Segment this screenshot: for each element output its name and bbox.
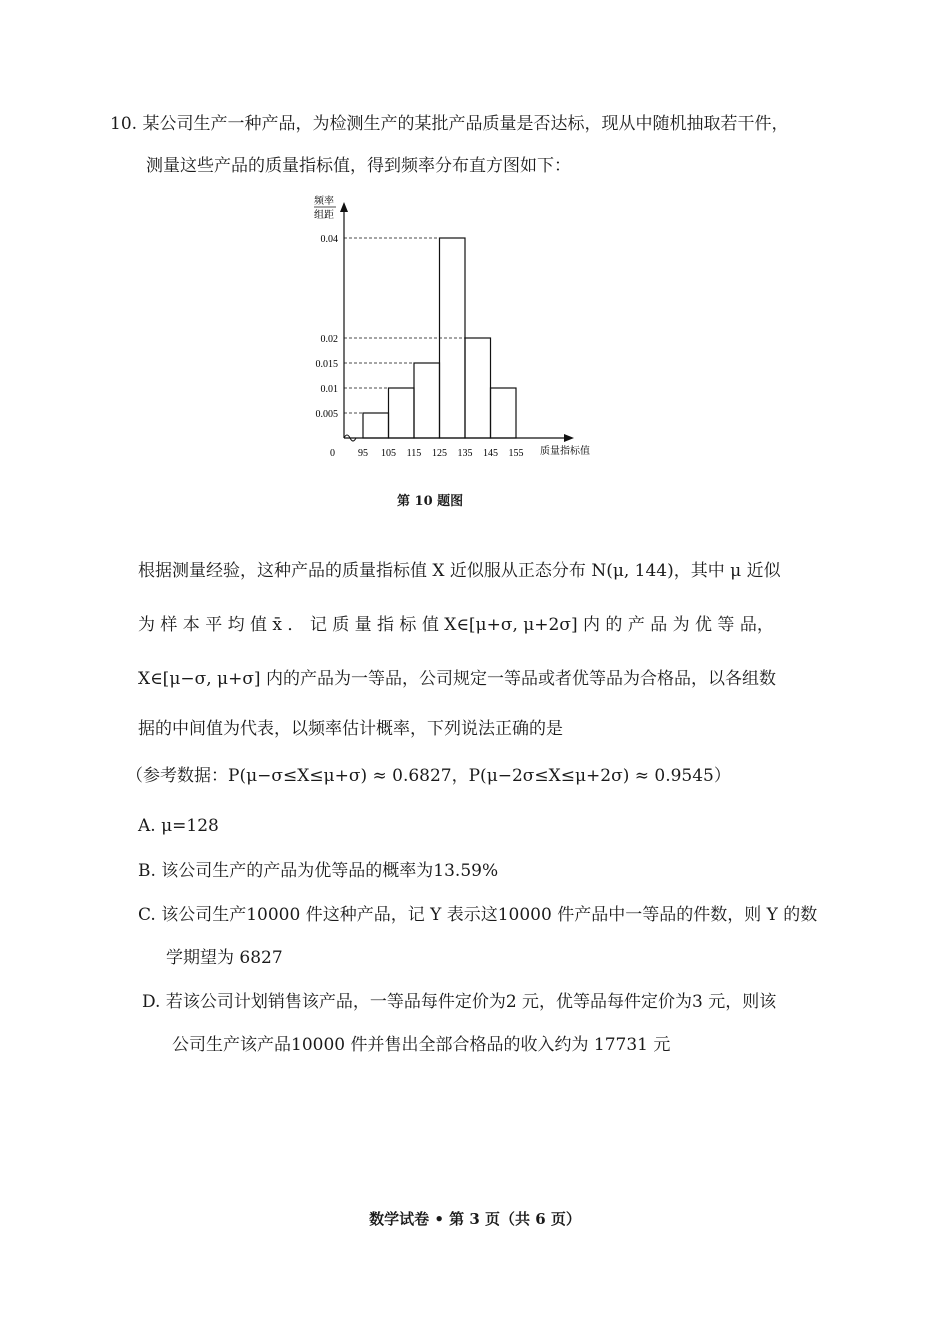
y-axis-label-bottom: 组距	[314, 210, 334, 221]
histogram-bar	[465, 338, 491, 438]
x-axis-label: 质量指标值	[540, 446, 590, 457]
question-intro-line1	[110, 116, 788, 133]
question-number: 10.	[110, 114, 138, 134]
x-tick-label: 95	[358, 448, 368, 459]
figure-caption: 第 10 题图	[397, 494, 464, 509]
x-tick-label: 145	[483, 448, 498, 459]
x-tick-label: 105	[381, 448, 396, 459]
histogram-bar	[491, 388, 517, 438]
y-tick-label: 0.005	[315, 409, 338, 420]
x-tick-label: 115	[406, 448, 422, 459]
y-tick-label: 0.02	[320, 334, 338, 345]
body-line3: X∈[μ−σ, μ+σ] 内的产品为一等品，公司规定一等品或者优等品为合格品，以各组数	[138, 669, 776, 689]
option-c-line2: 学期望为 6827	[166, 948, 283, 968]
x-tick-label: 135	[457, 448, 473, 459]
histogram-figure	[290, 190, 620, 475]
origin-label: 0	[330, 448, 335, 459]
question-intro-line2: 测量这些产品的质量指标值，得到频率分布直方图如下：	[146, 156, 571, 176]
body-line1: 根据测量经验，这种产品的质量指标值 X 近似服从正态分布 N(μ, 144)，其中 μ 近似	[138, 561, 781, 581]
histogram-bar	[389, 388, 415, 438]
option-a: A. μ=128	[138, 816, 219, 836]
body-line2: 为 样 本 平 均 值 x̄ ． 记 质 量 指 标 值 X∈[μ+σ, μ+2σ] 内 的 产 品 为 优 等 品，	[138, 615, 774, 635]
body-line4: 据的中间值为代表，以频率估计概率，下列说法正确的是	[138, 719, 563, 739]
y-tick-label: 0.01	[320, 384, 338, 395]
histogram-bar	[414, 363, 440, 438]
option-b: B. 该公司生产的产品为优等品的概率为13.59%	[138, 861, 499, 881]
option-c-line1: C. 该公司生产10000 件这种产品，记 Y 表示这10000 件产品中一等品的件数，则 Y 的数	[138, 905, 818, 925]
x-tick-label: 155	[508, 448, 524, 459]
option-d-line2: 公司生产该产品10000 件并售出全部合格品的收入约为 17731 元	[172, 1035, 671, 1055]
x-axis-arrow	[564, 434, 574, 442]
x-tick-label: 125	[432, 448, 447, 459]
page-footer: 数学试卷 • 第 3 页（共 6 页）	[369, 1210, 581, 1228]
question-intro-text: 某公司生产一种产品，为检测生产的某批产品质量是否达标，现从中随机抽取若干件，	[142, 114, 789, 134]
histogram-bar	[363, 413, 389, 438]
reference-data: （参考数据：P(μ−σ≤X≤μ+σ) ≈ 0.6827，P(μ−2σ≤X≤μ+2σ) ≈ 0.9545）	[126, 766, 731, 786]
y-tick-label: 0.04	[320, 234, 338, 245]
y-axis-label-top: 频率	[314, 196, 334, 207]
option-d-line1: D. 若该公司计划销售该产品，一等品每件定价为2 元，优等品每件定价为3 元，则该	[142, 992, 777, 1012]
y-tick-label: 0.015	[315, 359, 338, 370]
y-axis-arrow	[340, 202, 348, 212]
